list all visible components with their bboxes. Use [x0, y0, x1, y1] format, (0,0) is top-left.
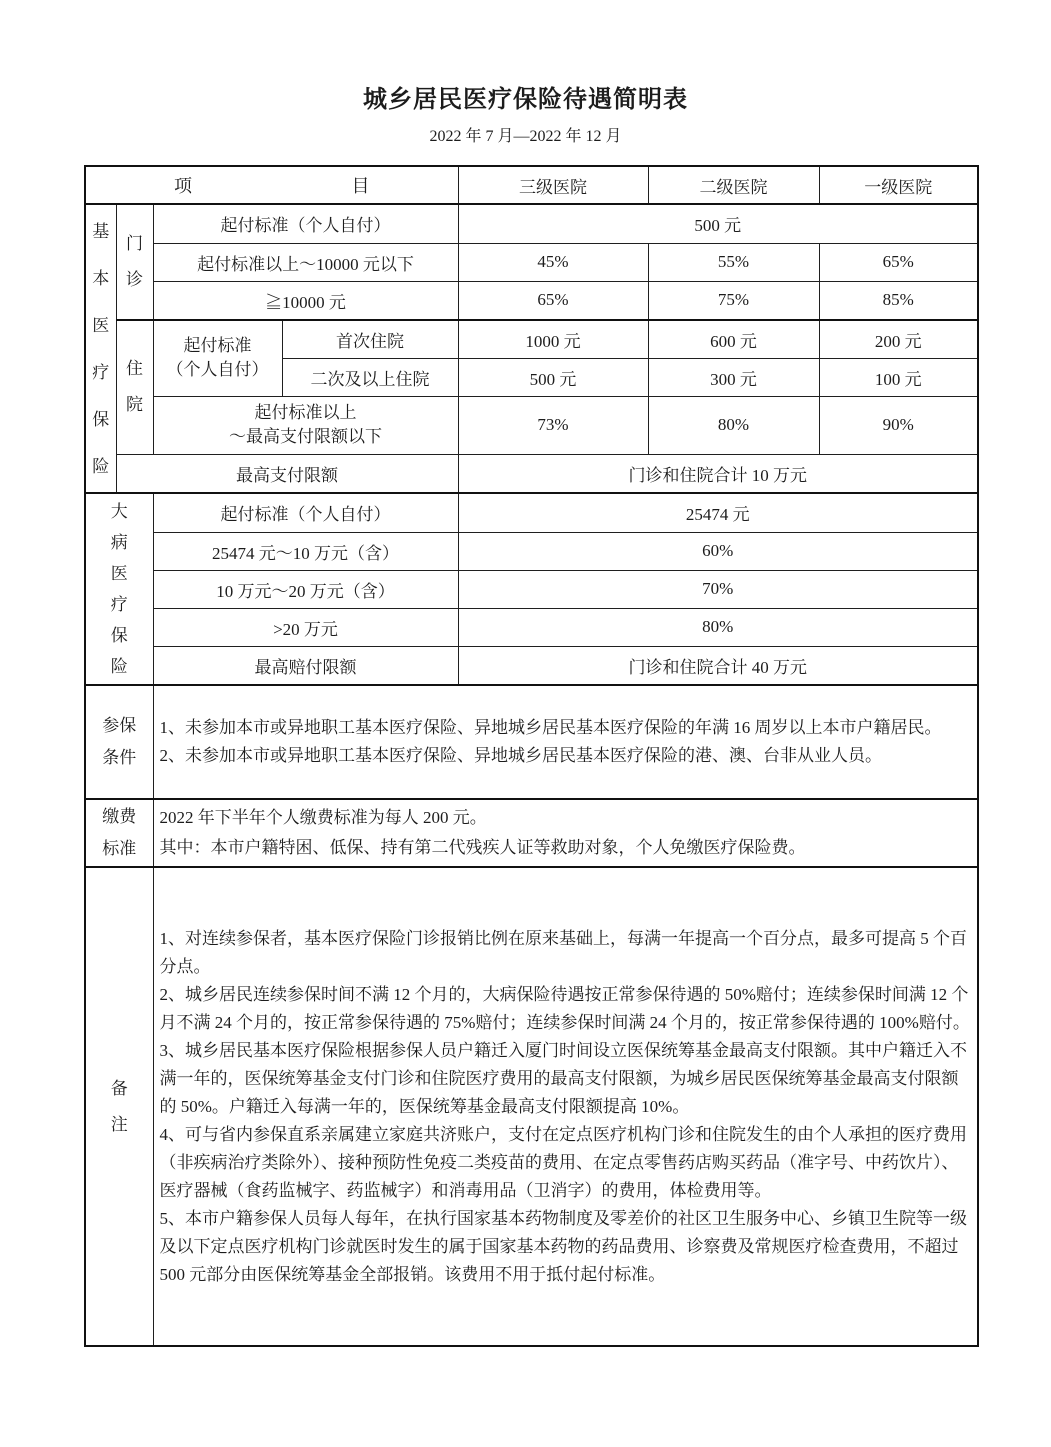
remarks-item: 5、本市户籍参保人员每人每年，在执行国家基本药物制度及零差价的社区卫生服务中心、乡镇卫生院等一级及以下定点医疗机构门诊就医时发生的属于国家基本药物的药品费用、诊察费及常规医疗检查费用，不超过 500 元部分由医保统筹基金全部报销。该费用不用于抵付起付标准。 [159, 1208, 967, 1284]
table-row [85, 646, 978, 685]
table-row [85, 281, 978, 320]
major-deductible-value: 25474 元 [458, 493, 978, 532]
inpatient-deductible-line1: 起付标准 [183, 336, 252, 356]
table-row [85, 493, 978, 532]
enrollment-item: 2、未参加本市或异地职工基本医疗保险、异地城乡居民基本医疗保险的港、澳、台非从业人员。 [159, 746, 882, 765]
major-range2-item: 10 万元～20 万元（含） [153, 570, 458, 608]
header-tier3-hospital: 三级医院 [458, 166, 648, 204]
page-subtitle: 2022 年 7 月—2022 年 12 月 [429, 128, 622, 145]
table-row [85, 570, 978, 608]
table-row [85, 204, 978, 243]
major-cap-value: 门诊和住院合计 40 万元 [458, 646, 978, 685]
outpatient-range2-tier3: 65% [458, 281, 648, 320]
inpatient-range-line2: ～最高支付限额以下 [229, 427, 382, 446]
inpatient-deductible-label-cell [153, 320, 282, 396]
major-range2-value: 70% [458, 570, 978, 608]
second-hospitalization-tier1: 100 元 [819, 358, 978, 396]
header-tier2-hospital: 二级医院 [648, 166, 819, 204]
table-row [85, 454, 978, 493]
inpatient-range-item-cell [153, 396, 458, 454]
outpatient-range1-item: 起付标准以上～10000 元以下 [153, 243, 458, 281]
header-item-label-right: 目 [351, 176, 370, 196]
outpatient-range2-tier1: 85% [819, 281, 978, 320]
first-hospitalization-item: 首次住院 [282, 320, 458, 358]
remarks-label: 备注 [110, 1078, 128, 1134]
payment-label-cell [85, 799, 153, 867]
basic-cap-value: 门诊和住院合计 10 万元 [458, 454, 978, 493]
remarks-item: 4、可与省内参保直系亲属建立家庭共济账户，支付在定点医疗机构门诊和住院发生的由个人承担的医疗费用（非疾病治疗类除外）、接种预防性免疫二类疫苗的费用、在定点零售药店购买药品（准字号、中药饮片）、医疗器械（食药监械字、药监械字）和消毒用品（卫消字）的费用，体检费用等。 [159, 1124, 967, 1200]
second-hospitalization-item: 二次及以上住院 [282, 358, 458, 396]
payment-label: 缴费标准 [102, 807, 137, 858]
basic-insurance-label-cell [85, 204, 116, 493]
major-illness-label-cell [85, 493, 153, 685]
first-hospitalization-tier2: 600 元 [648, 320, 819, 358]
table-row [85, 396, 978, 454]
major-range3-value: 80% [458, 608, 978, 646]
outpatient-range1-tier3: 45% [458, 243, 648, 281]
inpatient-label-cell [116, 320, 153, 454]
outpatient-deductible-item: 起付标准（个人自付） [153, 204, 458, 243]
payment-item: 2022 年下半年个人缴费标准为每人 200 元。 [159, 808, 487, 827]
major-range1-value: 60% [458, 532, 978, 570]
page-title: 城乡居民医疗保险待遇简明表 [363, 87, 688, 113]
enrollment-item: 1、未参加本市或异地职工基本医疗保险、异地城乡居民基本医疗保险的年满 16 周岁以上本市户籍居民。 [159, 718, 942, 737]
first-hospitalization-tier1: 200 元 [819, 320, 978, 358]
inpatient-range-line1: 起付标准以上 [254, 403, 357, 422]
table-row [85, 799, 978, 867]
payment-item: 其中：本市户籍特困、低保、持有第二代残疾人证等救助对象，个人免缴医疗保险费。 [159, 838, 806, 857]
remarks-item: 1、对连续参保者，基本医疗保险门诊报销比例在原来基础上，每满一年提高一个百分点，最多可提高 5 个百分点。 [159, 928, 967, 976]
enrollment-label: 参保条件 [102, 716, 137, 767]
remarks-label-cell [85, 867, 153, 1346]
enrollment-label-cell [85, 685, 153, 799]
second-hospitalization-tier3: 500 元 [458, 358, 648, 396]
outpatient-range2-tier2: 75% [648, 281, 819, 320]
inpatient-range-tier3: 73% [458, 396, 648, 454]
basic-cap-item: 最高支付限额 [116, 454, 458, 493]
enrollment-content-cell [153, 685, 978, 799]
outpatient-label: 门诊 [126, 234, 143, 289]
inpatient-label: 住院 [126, 359, 143, 415]
major-range1-item: 25474 元～10 万元（含） [153, 532, 458, 570]
outpatient-range1-tier1: 65% [819, 243, 978, 281]
table-row [85, 867, 978, 1346]
table-row [85, 608, 978, 646]
table-row [85, 532, 978, 570]
benefits-table [84, 165, 979, 1347]
header-tier1-hospital: 一级医院 [819, 166, 978, 204]
payment-content-cell [153, 799, 978, 867]
first-hospitalization-tier3: 1000 元 [458, 320, 648, 358]
outpatient-deductible-value: 500 元 [458, 204, 978, 243]
second-hospitalization-tier2: 300 元 [648, 358, 819, 396]
major-deductible-item: 起付标准（个人自付） [153, 493, 458, 532]
inpatient-deductible-line2: （个人自付） [166, 360, 269, 380]
outpatient-range2-item: ≧10000 元 [153, 281, 458, 320]
remarks-content-cell [153, 867, 978, 1346]
table-row [85, 320, 978, 358]
outpatient-label-cell [116, 204, 153, 320]
remarks-item: 2、城乡居民连续参保时间不满 12 个月的，大病保险待遇按正常参保待遇的 50%赔付；连续参保时间满 12 个月不满 24 个月的，按正常参保待遇的 75%赔付；连续参保时间满 24 个月的，按正常参保待遇的 100%赔付。 [159, 984, 970, 1032]
major-illness-label: 大病医疗保险 [110, 502, 128, 676]
major-range3-item: >20 万元 [153, 608, 458, 646]
table-header-row [85, 166, 978, 204]
table-row [85, 685, 978, 799]
remarks-item: 3、城乡居民基本医疗保险根据参保人员户籍迁入厦门时间设立医保统筹基金最高支付限额。其中户籍迁入不满一年的，医保统筹基金支付门诊和住院医疗费用的最高支付限额，为城乡居民医保统筹基金最高支付限额的 50%。户籍迁入每满一年的，医保统筹基金最高支付限额提高 10%。 [159, 1040, 967, 1116]
table-row [85, 243, 978, 281]
major-cap-item: 最高赔付限额 [153, 646, 458, 685]
basic-insurance-label: 基本医疗保险 [92, 221, 110, 476]
inpatient-range-tier2: 80% [648, 396, 819, 454]
header-item-label-left: 项 [174, 176, 192, 196]
header-item-cell [85, 166, 458, 204]
inpatient-range-tier1: 90% [819, 396, 978, 454]
outpatient-range1-tier2: 55% [648, 243, 819, 281]
